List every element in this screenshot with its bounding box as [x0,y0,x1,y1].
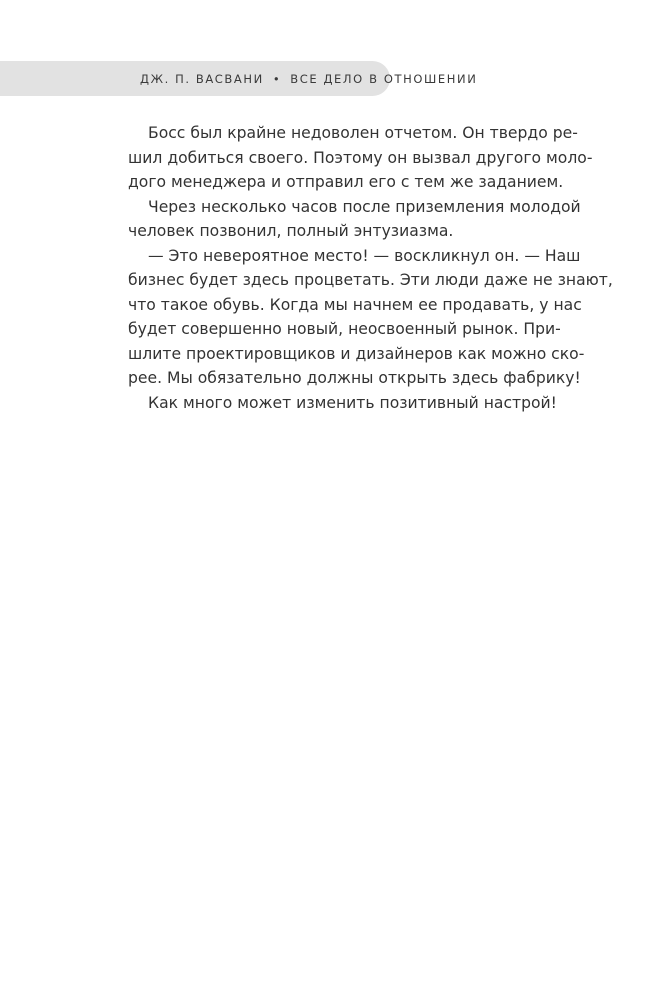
text-line: Как много может изменить позитивный настрой! [148,393,557,412]
header-author: ДЖ. П. ВАСВАНИ [140,72,264,86]
text-line: будет совершенно новый, неосвоенный рынок. При- [128,320,561,338]
text-line: что такое обувь. Когда мы начнем ее продавать, у нас [128,295,582,314]
running-header [140,70,477,88]
header-separator: • [272,72,282,86]
text-line: шлите проектировщиков и дизайнеров как можно ско- [128,344,585,363]
text-line: Босс был крайне недоволен отчетом. Он твердо ре- [148,124,578,142]
text-line: человек позвонил, полный энтузиазма. [128,222,454,240]
body-text [128,121,613,415]
header-book-title: ВСЕ ДЕЛО В ОТНОШЕНИИ [290,72,478,86]
text-line: шил добиться своего. Поэтому он вызвал другого моло- [128,148,593,167]
text-line: — Это невероятное место! — воскликнул он. — Наш [148,246,581,265]
text-line: рее. Мы обязательно должны открыть здесь фабрику! [128,369,581,387]
text-line: бизнес будет здесь процветать. Эти люди даже не знают, [128,271,613,289]
text-line: Через несколько часов после приземления молодой [148,197,581,216]
text-line: дого менеджера и отправил его с тем же заданием. [128,173,564,191]
